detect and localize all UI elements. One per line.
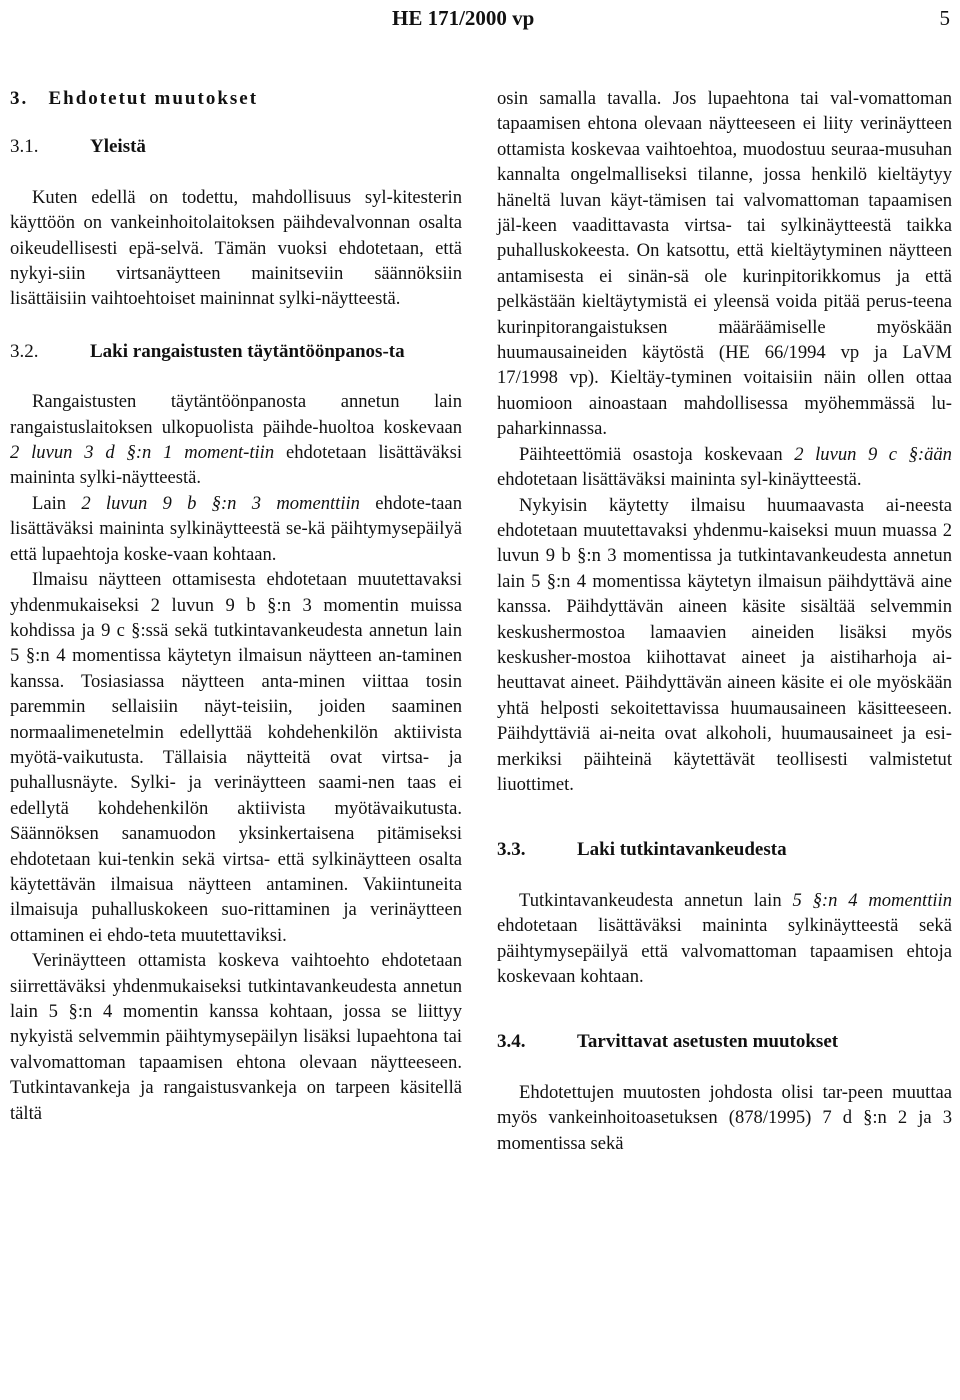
statute-reference: 5 §:n 4 momenttiin [792,889,952,911]
subsection-title: Laki rangaistusten täytäntöönpanos-ta [90,340,405,362]
section-heading [10,86,462,111]
page-number: 5 [939,6,950,30]
paragraph: osin samalla tavalla. Jos lupaehtona tai val-vomattoman tapaamisen ehtona olevaan näytteeseen ei liity verinäytteen ottamista koskevaa vaihtoehtoa, muodostuu seuraa-musuhan kannalta ongelmalliseksi tilanne, jossa henkilö kieltäytyy häneltä luvan käyt-tämisen tai valvomattoman tapaamisen jäl-keen vaadittavasta virtsa- tai sylkinäytteestä taikka puhalluskokeesta. On katsottu, että kieltäytyminen näytteen antamisesta ei sinän-sä ole kurinpitorikkomus ja että pelkästään kieltäytymistä ei yleensä voida pitää perus-teena kurinpitorangaistuksen määräämiselle myöskään huumausaineiden käytöstä (HE 66/1994 vp ja LaVM 17/1998 vp). Kieltäy-tyminen voitaisiin näin ollen ottaa huomioon ainoastaan mahdollisessa myöhemmässä lu-paharkinnassa. [497,88,952,440]
text-span: Lain [32,492,82,514]
paragraph: Kuten edellä on todettu, mahdollisuus syl-kitesterin käyttöön on vankeinhoitolaitoksen päihdevalvonnan osalta oikeudellisesti epä-selvä. Tämän vuoksi ehdotetaan, että nykyi-siin virtsanäytteen mainitseviin säännöksiin lisättäisiin vaihtoehtoiset maininnat sylki-näytteestä. [10,186,462,310]
paragraph: Nykyisin käytetty ilmaisu huumaavasta ai-neesta ehdotetaan muutettavaksi yhdenmu-kaiseksi muun muassa 2 luvun 9 b §:n 3 momentissa ja tutkintavankeudesta annetun lain 5 §:n 4 momentissa käytetyn ilmaisun päihdyttävä aine kanssa. Päihdyttävän aineen käsite sisältää selvemmin keskushermostoa lamaavien aineiden lisäksi myös keskusher-mostoa kiihottavat aineet ja aistiharhoja ai-heuttavat aineet. Päihdyttävän aineen käsite ei ole myöskään yhtä helposti sekoitettavissa huumausaineen käsitteeseen. Päihdyttäviä ai-neita ovat alkoholi, huumausaineet ja esi-merkiksi päihteinä käytettävät teollisesti valmistetut liuottimet. [497,494,952,795]
statute-reference: 2 luvun 9 b §:n 3 momenttiin [81,492,360,514]
text-span: ehdotetaan lisättäväksi maininta sylki-näytteestä. [10,442,463,489]
text-span: Tutkintavankeudesta annetun lain [519,889,793,911]
running-header [0,4,960,34]
subsection-number: 3.3. [497,839,526,861]
text-span: Rangaistusten täytäntöönpanosta annetun lain rangaistuslaitoksen ulkopuolista päihde-huoltoa koskevaan [10,391,462,438]
subsection-title: Laki tutkintavankeudesta [577,839,787,861]
statute-reference: 2 luvun 9 c §:ään [794,443,952,465]
section-number: 3. [10,88,29,109]
paragraph [497,442,952,493]
left-column [10,86,462,1126]
subsection-number: 3.1. [10,136,39,158]
paragraph [10,389,462,491]
paragraph: Verinäytteen ottamista koskeva vaihtoehto ehdotetaan siirrettäväksi yhdenmukaiseksi tutkintavankeudesta annetun lain 5 §:n 4 momentin kanssa kohtaan, jossa se liittyy nykyistä selvemmin päihtymysepäilyn lisäksi lupaehtona tai valvomattoman tapaamisen ehtona olevaan näytteeseen. Tutkintavankeja ja rangaistusvankeja on tarpeen käsitellä tältä [10,950,462,1124]
subsection-3-2-heading [10,339,462,364]
text-span: ehdotetaan lisättäväksi maininta sylkinäytteestä sekä päihtymysepäilyä että valvomattoman tapaamisen ehtoja koskevaan kohtaan. [497,915,952,987]
paragraph [497,888,952,990]
section-title: Ehdotetut muutokset [48,88,259,109]
statute-reference: 2 luvun 3 d §:n 1 moment-tiin [10,442,275,464]
subsection-number: 3.2. [10,340,39,362]
subsection-number: 3.4. [497,1031,526,1053]
subsection-3-1-heading [10,134,462,159]
text-span: ehdote-taan lisättäväksi maininta sylkinäytteestä se-kä päihtymysepäilyä että lupaehtoja koske-vaan kohtaan. [10,492,462,565]
paragraph [10,491,462,567]
subsection-title: Yleistä [90,136,146,158]
right-column [497,86,952,1156]
subsection-title: Tarvittavat asetusten muutokset [577,1031,839,1053]
text-span: ehdotetaan lisättäväksi maininta syl-kinäytteestä. [497,469,862,491]
paragraph: Ilmaisu näytteen ottamisesta ehdotetaan muutettavaksi yhdenmukaiseksi 2 luvun 9 b §:n 3 momentin muissa kohdissa ja 9 c §:ssä sekä tutkintavankeudesta annetun lain 5 §:n 4 momentissa käytetyn ilmaisun näytteen an-taminen kanssa. Tosiasiassa näytteen anta-minen viittaa tosin paremmin sellaisiin näyt-teisiin, joiden saaminen normaalimenetelmin edellyttää kohdehenkilön aktiivista myötä-vaikutusta. Tällaisia näytteitä ovat virtsa- ja puhallusnäyte. Sylki- ja verinäytteen saami-nen taas ei edellytä kohdehenkilön aktiivista myötävaikutusta. Säännöksen sanamuodon yksinkertaisena pitämiseksi ehdotetaan kui-tenkin sekä virtsa- että sylkinäytteen osalta käytettävän ilmaisua näytteen antaminen. Vakiintuneita ilmaisuja puhalluskokeen suo-rittaminen ja verinäytteen ottaminen ei ehdo-teta muutettaviksi. [10,569,462,946]
paragraph: Ehdotettujen muutosten johdosta olisi tar-peen muuttaa myös vankeinhoitoasetuksen (878/1995) 7 d §:n 2 ja 3 momentissa sekä [497,1081,952,1154]
subsection-3-4-heading [497,1029,952,1054]
document-id: HE 171/2000 vp [392,6,535,30]
text-span: Päihteettömiä osastoja koskevaan [519,443,795,465]
subsection-3-3-heading [497,837,952,862]
